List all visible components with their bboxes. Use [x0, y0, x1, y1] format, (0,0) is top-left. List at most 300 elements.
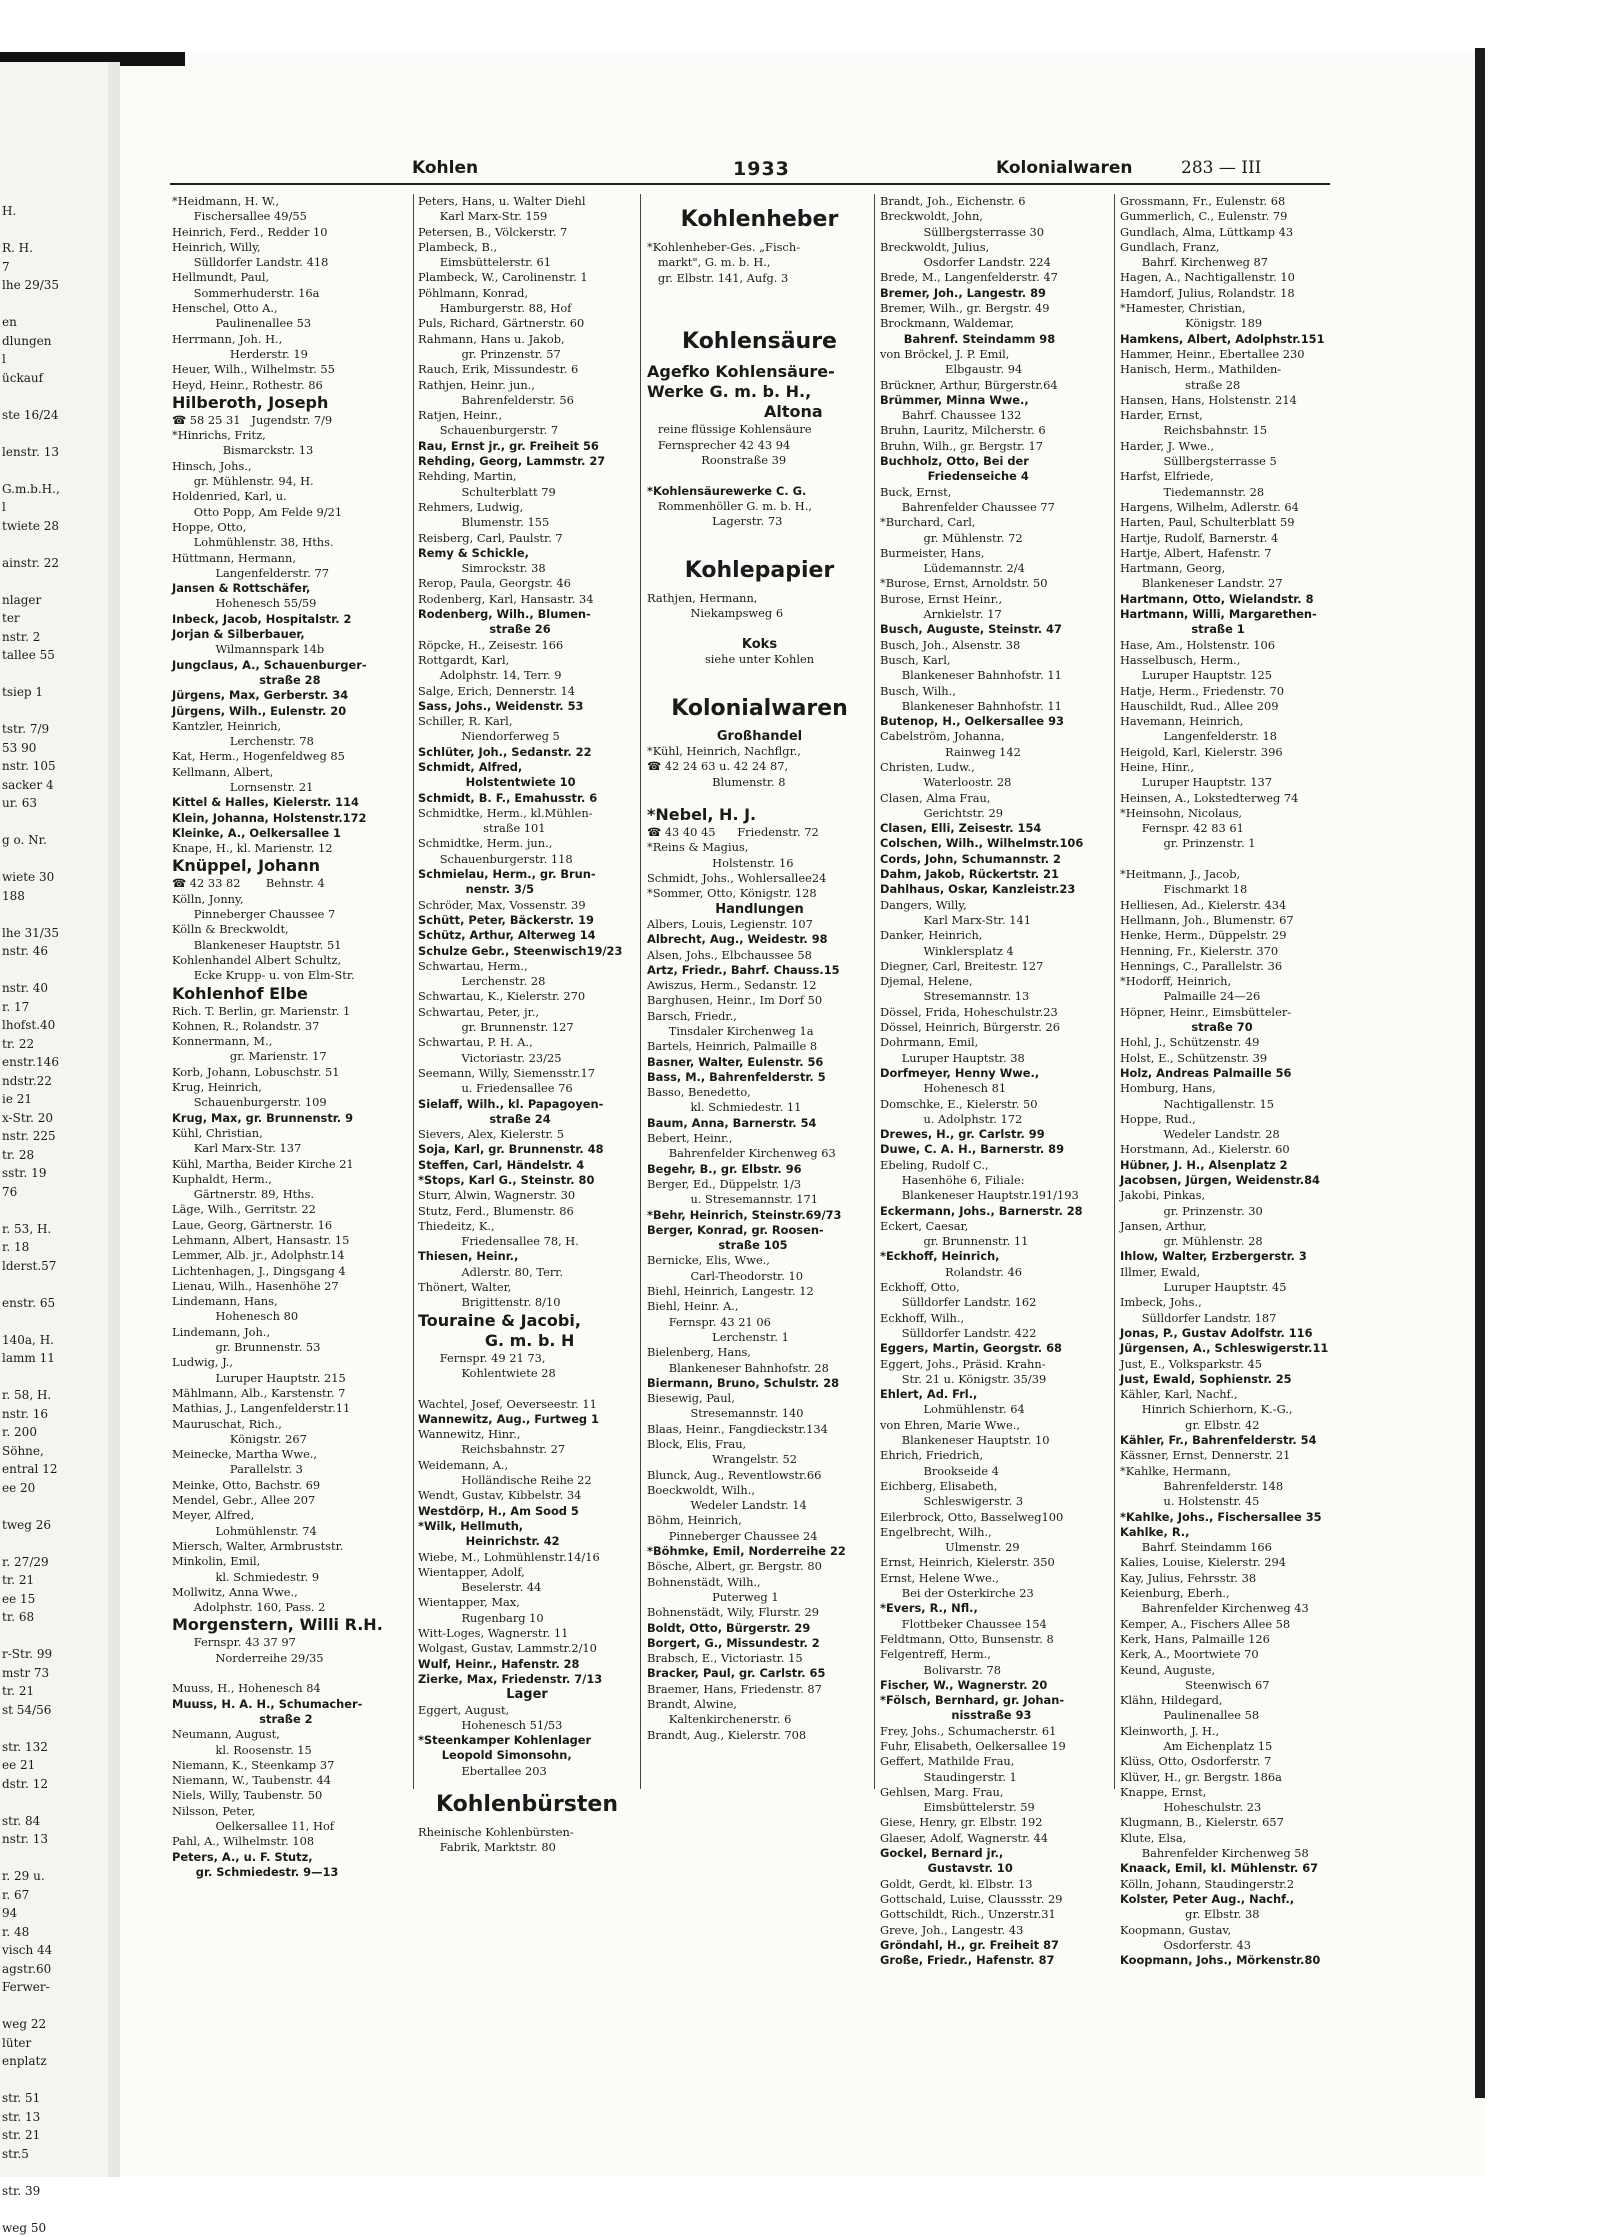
- directory-entry-line: Illmer, Ewald,: [1120, 1265, 1360, 1280]
- directory-entry-line: Hennings, C., Parallelstr. 36: [1120, 959, 1360, 974]
- directory-entry-line: Danker, Heinrich,: [880, 928, 1118, 943]
- directory-entry-line: Hanisch, Herm., Mathilden-: [1120, 362, 1360, 377]
- directory-entry-line: Harfst, Elfriede,: [1120, 469, 1360, 484]
- left-page-text: [2, 202, 60, 2237]
- directory-entry-line: Niemann, W., Taubenstr. 44: [172, 1773, 444, 1788]
- left-page-fragment: [2, 1312, 60, 1331]
- directory-entry-line: straße 24: [418, 1112, 636, 1127]
- directory-entry-line: Borgert, G., Missundestr. 2: [647, 1636, 872, 1651]
- directory-entry-line: Am Eichenplatz 15: [1120, 1739, 1360, 1754]
- directory-entry-line: Klüss, Otto, Osdorferstr. 7: [1120, 1754, 1360, 1769]
- directory-entry-line: Luruper Hauptstr. 215: [172, 1371, 444, 1386]
- directory-entry-line: Krug, Heinrich,: [172, 1080, 444, 1095]
- left-page-fragment: tstr. 7/9: [2, 720, 60, 739]
- directory-entry-line: Jorjan & Silberbauer,: [172, 627, 444, 642]
- directory-entry-line: *Eckhoff, Heinrich,: [880, 1249, 1118, 1264]
- directory-entry-line: Lindemann, Hans,: [172, 1294, 444, 1309]
- directory-entry-line: Remy & Schickle,: [418, 546, 636, 561]
- directory-entry-line: Lienau, Wilh., Hasenhöhe 27: [172, 1279, 444, 1294]
- directory-entry-line: Böhm, Heinrich,: [647, 1513, 872, 1528]
- directory-entry-line: Lemmer, Alb. jr., Adolphstr.14: [172, 1248, 444, 1263]
- directory-entry-line: Cabelström, Johanna,: [880, 729, 1118, 744]
- directory-entry-line: Dorfmeyer, Henny Wwe.,: [880, 1066, 1118, 1081]
- left-page-fragment: [2, 1793, 60, 1812]
- directory-entry-line: Schleswigerstr. 3: [880, 1494, 1118, 1509]
- directory-entry-line: Feldtmann, Otto, Bunsenstr. 8: [880, 1632, 1118, 1647]
- directory-entry-line: [647, 286, 872, 301]
- directory-entry-line: Hammer, Heinr., Ebertallee 230: [1120, 347, 1360, 362]
- directory-entry-line: Karl Marx-Str. 137: [172, 1141, 444, 1156]
- directory-entry-line: Blankeneser Hauptstr. 10: [880, 1433, 1118, 1448]
- directory-entry-line: Holz, Andreas Palmaille 56: [1120, 1066, 1360, 1081]
- directory-entry-line: Lindemann, Joh.,: [172, 1325, 444, 1340]
- directory-entry-line: Wannewitz, Aug., Furtweg 1: [418, 1412, 636, 1427]
- directory-entry-line: *Stops, Karl G., Steinstr. 80: [418, 1173, 636, 1188]
- directory-entry-line: gr. Prinzenstr. 30: [1120, 1204, 1360, 1219]
- directory-entry-line: Knüppel, Johann: [172, 856, 444, 876]
- left-page-fragment: [2, 2163, 60, 2182]
- directory-entry-line: Neumann, August,: [172, 1727, 444, 1742]
- directory-entry-line: Konnermann, M.,: [172, 1034, 444, 1049]
- directory-entry-line: [1120, 852, 1360, 867]
- directory-entry-line: Bahrenfelder Kirchenweg 63: [647, 1146, 872, 1161]
- directory-entry-line: Barghusen, Heinr., Im Dorf 50: [647, 993, 872, 1008]
- directory-entry-line: Hoppe, Rud.,: [1120, 1112, 1360, 1127]
- directory-entry-line: Friedensallee 78, H.: [418, 1234, 636, 1249]
- left-page-fragment: ter: [2, 609, 60, 628]
- directory-entry-line: *Nebel, H. J.: [647, 805, 872, 825]
- directory-entry-line: gr. Brunnenstr. 53: [172, 1340, 444, 1355]
- directory-entry-line: Eimsbüttelerstr. 61: [418, 255, 636, 270]
- directory-entry-line: Harder, J. Wwe.,: [1120, 439, 1360, 454]
- directory-entry-line: Diegner, Carl, Breitestr. 127: [880, 959, 1118, 974]
- directory-entry-line: gr. Prinzenstr. 57: [418, 347, 636, 362]
- directory-entry-line: Königstr. 189: [1120, 316, 1360, 331]
- directory-entry-line: Henke, Herm., Düppelstr. 29: [1120, 928, 1360, 943]
- left-page-fragment: [2, 905, 60, 924]
- directory-entry-line: Schütt, Peter, Bäckerstr. 19: [418, 913, 636, 928]
- directory-entry-line: Bielenberg, Hans,: [647, 1345, 872, 1360]
- left-page-fragment: nlager: [2, 591, 60, 610]
- directory-entry-line: Wannewitz, Hinr.,: [418, 1427, 636, 1442]
- directory-entry-line: Str. 21 u. Königstr. 35/39: [880, 1372, 1118, 1387]
- directory-entry-line: Schwartau, Peter, jr.,: [418, 1005, 636, 1020]
- directory-entry-line: Koopmann, Johs., Mörkenstr.80: [1120, 1953, 1360, 1968]
- directory-entry-line: Simrockstr. 38: [418, 561, 636, 576]
- left-page-fragment: [2, 295, 60, 314]
- directory-entry-line: Schlüter, Joh., Sedanstr. 22: [418, 745, 636, 760]
- directory-entry-line: *Burchard, Carl,: [880, 515, 1118, 530]
- directory-entry-line: Jürgens, Wilh., Eulenstr. 20: [172, 704, 444, 719]
- left-page-fragment: sstr. 19: [2, 1164, 60, 1183]
- left-page-fragment: ee 15: [2, 1590, 60, 1609]
- directory-entry-line: *Heidmann, H. W.,: [172, 194, 444, 209]
- directory-entry-line: Rich. T. Berlin, gr. Marienstr. 1: [172, 1004, 444, 1019]
- directory-entry-line: Bahrenfelder Kirchenweg 58: [1120, 1846, 1360, 1861]
- directory-entry-line: Adlerstr. 80, Terr.: [418, 1265, 636, 1280]
- directory-entry-line: Schiller, R. Karl,: [418, 714, 636, 729]
- directory-entry-line: Osdorferstr. 43: [1120, 1938, 1360, 1953]
- left-page-fragment: nstr. 225: [2, 1127, 60, 1146]
- left-page-fragment: lhofst.40: [2, 1016, 60, 1035]
- directory-entry-line: Gummerlich, C., Eulenstr. 79: [1120, 209, 1360, 224]
- left-page-fragment: [2, 1719, 60, 1738]
- directory-entry-line: Barsch, Friedr.,: [647, 1009, 872, 1024]
- directory-entry-line: Kerk, Hans, Palmaille 126: [1120, 1632, 1360, 1647]
- directory-entry-line: Niekampsweg 6: [647, 606, 872, 621]
- right-page-edge-shadow: [1475, 48, 1485, 2098]
- directory-entry-line: Steffen, Carl, Händelstr. 4: [418, 1158, 636, 1173]
- directory-entry-line: Puterweg 1: [647, 1590, 872, 1605]
- directory-entry-line: Butenop, H., Oelkersallee 93: [880, 714, 1118, 729]
- directory-entry-line: Langenfelderstr. 77: [172, 566, 444, 581]
- directory-entry-line: Schwartau, Herm.,: [418, 959, 636, 974]
- left-page-fragment: str. 13: [2, 2108, 60, 2127]
- directory-entry-line: Werke G. m. b. H.,: [647, 382, 872, 402]
- left-page-fragment: str. 132: [2, 1738, 60, 1757]
- directory-entry-line: Busch, Auguste, Steinstr. 47: [880, 622, 1118, 637]
- directory-entry-line: Mathias, J., Langenfelderstr.11: [172, 1401, 444, 1416]
- directory-entry-line: Flottbeker Chaussee 154: [880, 1617, 1118, 1632]
- directory-entry-line: Kähler, Karl, Nachf.,: [1120, 1387, 1360, 1402]
- left-page-fragment: [2, 572, 60, 591]
- directory-entry-line: kl. Schmiedestr. 9: [172, 1570, 444, 1585]
- directory-entry-line: Bohnenstädt, Wilh.,: [647, 1575, 872, 1590]
- directory-entry-line: Hartje, Rudolf, Barnerstr. 4: [1120, 531, 1360, 546]
- directory-entry-line: u. Adolphstr. 172: [880, 1112, 1118, 1127]
- directory-entry-line: reine flüssige Kohlensäure: [647, 422, 872, 437]
- directory-entry-line: Paulinenallee 53: [172, 316, 444, 331]
- left-page-fragment: [2, 961, 60, 980]
- directory-entry-line: Heyd, Heinr., Rothestr. 86: [172, 378, 444, 393]
- left-page-fragment: 7: [2, 258, 60, 277]
- directory-entry-line: Röpcke, H., Zeisestr. 166: [418, 638, 636, 653]
- directory-entry-line: gr. Brunnenstr. 127: [418, 1020, 636, 1035]
- directory-entry-line: Lerchenstr. 78: [172, 734, 444, 749]
- directory-entry-line: Lerchenstr. 28: [418, 974, 636, 989]
- directory-entry-line: Karl Marx-Str. 141: [880, 913, 1118, 928]
- left-page-fragment: [2, 387, 60, 406]
- left-page-fragment: [2, 2071, 60, 2090]
- directory-entry-line: Gärtnerstr. 89, Hths.: [172, 1187, 444, 1202]
- directory-entry-line: Holländische Reihe 22: [418, 1473, 636, 1488]
- directory-entry-line: Duwe, C. A. H., Barnerstr. 89: [880, 1142, 1118, 1157]
- directory-entry-line: Sommerhuderstr. 16a: [172, 286, 444, 301]
- directory-entry-line: Glaeser, Adolf, Wagnerstr. 44: [880, 1831, 1118, 1846]
- directory-entry-line: Hoppe, Otto,: [172, 520, 444, 535]
- directory-entry-line: Fischer, W., Wagnerstr. 20: [880, 1678, 1118, 1693]
- directory-entry-line: Brabsch, E., Victoriastr. 15: [647, 1651, 872, 1666]
- directory-entry-line: Helliesen, Ad., Kielerstr. 434: [1120, 898, 1360, 913]
- directory-entry-line: Kerk, A., Moortwiete 70: [1120, 1647, 1360, 1662]
- directory-entry-line: Rathjen, Hermann,: [647, 591, 872, 606]
- left-page-fragment: dstr. 12: [2, 1775, 60, 1794]
- directory-entry-line: Pöhlmann, Konrad,: [418, 286, 636, 301]
- directory-entry-line: Königstr. 267: [172, 1432, 444, 1447]
- directory-entry-line: gr. Marienstr. 17: [172, 1049, 444, 1064]
- directory-entry-line: Eckhoff, Wilh.,: [880, 1311, 1118, 1326]
- directory-entry-line: *Steenkamper Kohlenlager: [418, 1733, 636, 1748]
- directory-entry-line: *Fölsch, Bernhard, gr. Johan-: [880, 1693, 1118, 1708]
- left-page-fragment: ückauf: [2, 369, 60, 388]
- left-page-fragment: r. 27/29: [2, 1553, 60, 1572]
- section-heading: Kohlepapier: [647, 557, 872, 585]
- directory-entry-line: Luruper Hauptstr. 38: [880, 1051, 1118, 1066]
- left-page-fragment: [2, 1201, 60, 1220]
- directory-entry-line: *Heitmann, J., Jacob,: [1120, 867, 1360, 882]
- directory-entry-line: [647, 530, 872, 545]
- left-page-fragment: ndstr.22: [2, 1072, 60, 1091]
- left-page-fragment: nstr. 16: [2, 1405, 60, 1424]
- directory-entry-line: Knappe, Ernst,: [1120, 1785, 1360, 1800]
- left-page-fragment: weg 22: [2, 2015, 60, 2034]
- left-page-fragment: r. 200: [2, 1423, 60, 1442]
- directory-entry-line: Sielaff, Wilh., kl. Papagoyen-: [418, 1097, 636, 1112]
- directory-entry-line: gr. Elbstr. 38: [1120, 1907, 1360, 1922]
- section-heading: Kohlenbürsten: [418, 1791, 636, 1819]
- left-page-fragment: ee 21: [2, 1756, 60, 1775]
- left-page-fragment: lderst.57: [2, 1257, 60, 1276]
- directory-entry-line: Horstmann, Ad., Kielerstr. 60: [1120, 1142, 1360, 1157]
- directory-entry-line: Bismarckstr. 13: [172, 443, 444, 458]
- left-page-fragment: enplatz: [2, 2052, 60, 2071]
- directory-entry-line: Kohlenhof Elbe: [172, 984, 444, 1004]
- directory-entry-line: Klute, Elsa,: [1120, 1831, 1360, 1846]
- directory-entry-line: Harder, Ernst,: [1120, 408, 1360, 423]
- directory-entry-line: Brigittenstr. 8/10: [418, 1295, 636, 1310]
- directory-entry-line: Läge, Wilh., Gerritstr. 22: [172, 1202, 444, 1217]
- directory-entry-line: Ecke Krupp- u. von Elm-Str.: [172, 968, 444, 983]
- directory-entry-line: Gottschildt, Rich., Unzerstr.31: [880, 1907, 1118, 1922]
- directory-entry-line: Gehlsen, Marg. Frau,: [880, 1785, 1118, 1800]
- directory-entry-line: Kohlentwiete 28: [418, 1366, 636, 1381]
- directory-entry-line: Hilberoth, Joseph: [172, 393, 444, 413]
- directory-entry-line: Plambeck, W., Carolinenstr. 1: [418, 270, 636, 285]
- directory-entry-line: Heigold, Karl, Kielerstr. 396: [1120, 745, 1360, 760]
- left-page-fragment: agstr.60: [2, 1960, 60, 1979]
- directory-entry-line: Eilerbrock, Otto, Basselweg100: [880, 1510, 1118, 1525]
- directory-entry-line: Lüdemannstr. 2/4: [880, 561, 1118, 576]
- directory-entry-line: Touraine & Jacobi,: [418, 1311, 636, 1331]
- directory-entry-line: Puls, Richard, Gärtnerstr. 60: [418, 316, 636, 331]
- directory-entry-line: Jansen & Rottschäfer,: [172, 581, 444, 596]
- left-page-fragment: [2, 1627, 60, 1646]
- directory-entry-line: Schütz, Arthur, Alterweg 14: [418, 928, 636, 943]
- directory-entry-line: Heuer, Wilh., Wilhelmstr. 55: [172, 362, 444, 377]
- directory-entry-line: Hartmann, Georg,: [1120, 561, 1360, 576]
- directory-entry-line: *Heinsohn, Nicolaus,: [1120, 806, 1360, 821]
- directory-entry-line: Schmidt, Alfred,: [418, 760, 636, 775]
- directory-entry-line: Ebeling, Rudolf C.,: [880, 1158, 1118, 1173]
- directory-entry-line: Paulinenallee 58: [1120, 1708, 1360, 1723]
- directory-entry-line: Gundlach, Franz,: [1120, 240, 1360, 255]
- directory-entry-line: Lerchenstr. 1: [647, 1330, 872, 1345]
- directory-entry-line: Steenwisch 67: [1120, 1678, 1360, 1693]
- directory-entry-line: gr. Elbstr. 42: [1120, 1418, 1360, 1433]
- directory-entry-line: Laue, Georg, Gärtnerstr. 16: [172, 1218, 444, 1233]
- directory-entry-line: Lehmann, Albert, Hansastr. 15: [172, 1233, 444, 1248]
- directory-entry-line: Hohl, J., Schützenstr. 49: [1120, 1035, 1360, 1050]
- directory-entry-line: Jansen, Arthur,: [1120, 1219, 1360, 1234]
- directory-entry-line: Wedeler Landstr. 14: [647, 1498, 872, 1513]
- left-page-fragment: visch 44: [2, 1941, 60, 1960]
- directory-entry-line: Ebertallee 203: [418, 1764, 636, 1779]
- directory-entry-line: Kühl, Christian,: [172, 1126, 444, 1141]
- directory-entry-line: Greve, Joh., Langestr. 43: [880, 1923, 1118, 1938]
- directory-entry-line: Herrmann, Joh. H.,: [172, 332, 444, 347]
- left-page-fragment: nstr. 40: [2, 979, 60, 998]
- directory-entry-line: Dohrmann, Emil,: [880, 1035, 1118, 1050]
- directory-entry-line: Hagen, A., Nachtigallenstr. 10: [1120, 270, 1360, 285]
- directory-entry-line: Blaas, Heinr., Fangdieckstr.134: [647, 1422, 872, 1437]
- left-page-fragment: tr. 68: [2, 1608, 60, 1627]
- left-page-fragment: [2, 535, 60, 554]
- directory-entry-line: Kohlenhandel Albert Schultz,: [172, 953, 444, 968]
- directory-entry-line: Inbeck, Jacob, Hospitalstr. 2: [172, 612, 444, 627]
- directory-entry-line: Sturr, Alwin, Wagnerstr. 30: [418, 1188, 636, 1203]
- directory-entry-line: Kat, Herm., Hogenfeldweg 85: [172, 749, 444, 764]
- directory-column-1: [172, 194, 444, 1880]
- directory-entry-line: Rau, Ernst jr., gr. Freiheit 56: [418, 439, 636, 454]
- directory-entry-line: Plambeck, B.,: [418, 240, 636, 255]
- left-page-fragment: lüter: [2, 2034, 60, 2053]
- left-page-fragment: H.: [2, 202, 60, 221]
- directory-entry-line: Hauschildt, Rud., Allee 209: [1120, 699, 1360, 714]
- directory-entry-line: Hartje, Albert, Hafenstr. 7: [1120, 546, 1360, 561]
- directory-entry-line: Bösche, Albert, gr. Bergstr. 80: [647, 1559, 872, 1574]
- directory-entry-line: nisstraße 93: [880, 1708, 1118, 1723]
- left-page-fragment: 94: [2, 1904, 60, 1923]
- directory-entry-line: [172, 1666, 444, 1681]
- directory-entry-line: [647, 301, 872, 316]
- directory-column-4: [880, 194, 1118, 1968]
- left-page-fragment: 76: [2, 1183, 60, 1202]
- directory-entry-line: Klüver, H., gr. Bergstr. 186a: [1120, 1770, 1360, 1785]
- left-page-fragment: Söhne,: [2, 1442, 60, 1461]
- directory-entry-line: Hellmundt, Paul,: [172, 270, 444, 285]
- directory-entry-line: Peters, Hans, u. Walter Diehl: [418, 194, 636, 209]
- directory-entry-line: Palmaille 24—26: [1120, 989, 1360, 1004]
- subsection-heading: Handlungen: [647, 902, 872, 917]
- directory-entry-line: Biesewig, Paul,: [647, 1391, 872, 1406]
- directory-entry-line: Blankeneser Hauptstr. 51: [172, 938, 444, 953]
- directory-entry-line: Kemper, A., Fischers Allee 58: [1120, 1617, 1360, 1632]
- directory-entry-line: Knaack, Emil, kl. Mühlenstr. 67: [1120, 1861, 1360, 1876]
- directory-entry-line: Hamkens, Albert, Adolphstr.151: [1120, 332, 1360, 347]
- directory-entry-line: Klein, Johanna, Holstenstr.172: [172, 811, 444, 826]
- directory-entry-line: Albrecht, Aug., Weidestr. 98: [647, 932, 872, 947]
- left-page-fragment: l: [2, 498, 60, 517]
- directory-entry-line: Hellmann, Joh., Blumenstr. 67: [1120, 913, 1360, 928]
- directory-entry-line: Korb, Johann, Lobuschstr. 51: [172, 1065, 444, 1080]
- directory-entry-line: Kühl, Martha, Beider Kirche 21: [172, 1157, 444, 1172]
- directory-entry-line: Ratjen, Heinr.,: [418, 408, 636, 423]
- directory-entry-line: Busch, Karl,: [880, 653, 1118, 668]
- left-page-fragment: [2, 1534, 60, 1553]
- directory-entry-line: u. Holstenstr. 45: [1120, 1494, 1360, 1509]
- directory-entry-line: Kalies, Louise, Kielerstr. 294: [1120, 1555, 1360, 1570]
- directory-entry-line: Carl-Theodorstr. 10: [647, 1269, 872, 1284]
- directory-entry-line: Adolphstr. 160, Pass. 2: [172, 1600, 444, 1615]
- directory-entry-line: Clasen, Alma Frau,: [880, 791, 1118, 806]
- directory-entry-line: Grossmann, Fr., Eulenstr. 68: [1120, 194, 1360, 209]
- left-page-fragment: [2, 665, 60, 684]
- directory-entry-line: Rerop, Paula, Georgstr. 46: [418, 576, 636, 591]
- column-divider: [640, 194, 641, 1789]
- directory-entry-line: Basso, Benedetto,: [647, 1085, 872, 1100]
- directory-entry-line: Kässner, Ernst, Dennerstr. 21: [1120, 1448, 1360, 1463]
- directory-entry-line: Biermann, Bruno, Schulstr. 28: [647, 1376, 872, 1391]
- directory-entry-line: Jakobi, Pinkas,: [1120, 1188, 1360, 1203]
- directory-entry-line: Süllbergsterrasse 5: [1120, 454, 1360, 469]
- directory-entry-line: Buck, Ernst,: [880, 485, 1118, 500]
- directory-entry-line: Hoheschulstr. 23: [1120, 1800, 1360, 1815]
- directory-entry-line: Otto Popp, Am Felde 9/21: [172, 505, 444, 520]
- directory-entry-line: Herderstr. 19: [172, 347, 444, 362]
- directory-entry-line: Fuhr, Elisabeth, Oelkersallee 19: [880, 1739, 1118, 1754]
- left-page-fragment: r. 48: [2, 1923, 60, 1942]
- left-page-fragment: ur. 63: [2, 794, 60, 813]
- directory-entry-line: Elbgaustr. 94: [880, 362, 1118, 377]
- directory-entry-line: Berger, Konrad, gr. Roosen-: [647, 1223, 872, 1238]
- directory-entry-line: Just, Ewald, Sophienstr. 25: [1120, 1372, 1360, 1387]
- directory-entry-line: Hinsch, Johs.,: [172, 459, 444, 474]
- directory-entry-line: Blumenstr. 155: [418, 515, 636, 530]
- directory-entry-line: Schmidt, B. F., Emahusstr. 6: [418, 791, 636, 806]
- directory-entry-line: Kantzler, Heinrich,: [172, 719, 444, 734]
- directory-entry-line: Brookseide 4: [880, 1464, 1118, 1479]
- directory-entry-line: Basner, Walter, Eulenstr. 56: [647, 1055, 872, 1070]
- directory-entry-line: Bahrf. Chaussee 132: [880, 408, 1118, 423]
- subsection-heading: Koks: [647, 637, 872, 652]
- left-page-fragment: str. 51: [2, 2089, 60, 2108]
- left-page-fragment: twiete 28: [2, 517, 60, 536]
- directory-entry-line: Dössel, Frida, Hoheschulstr.23: [880, 1005, 1118, 1020]
- directory-entry-line: Schwartau, K., Kielerstr. 270: [418, 989, 636, 1004]
- directory-entry-line: Busch, Joh., Alsenstr. 38: [880, 638, 1118, 653]
- left-page-fragment: r. 17: [2, 998, 60, 1017]
- directory-entry-line: Heinrich, Ferd., Redder 10: [172, 225, 444, 240]
- directory-entry-line: Engelbrecht, Wilh.,: [880, 1525, 1118, 1540]
- directory-entry-line: Bahrenfelder Chaussee 77: [880, 500, 1118, 515]
- directory-entry-line: Miersch, Walter, Armbruststr.: [172, 1539, 444, 1554]
- directory-entry-line: Eckermann, Johs., Barnerstr. 28: [880, 1204, 1118, 1219]
- directory-entry-line: Begehr, B., gr. Elbstr. 96: [647, 1162, 872, 1177]
- directory-entry-line: Seemann, Willy, Siemensstr.17: [418, 1066, 636, 1081]
- directory-entry-line: ☎ 58 25 31 Jugendstr. 7/9: [172, 413, 444, 428]
- directory-entry-line: Rahmann, Hans u. Jakob,: [418, 332, 636, 347]
- directory-entry-line: Bracker, Paul, gr. Carlstr. 65: [647, 1666, 872, 1681]
- directory-entry-line: Hamdorf, Julius, Rolandstr. 18: [1120, 286, 1360, 301]
- left-page-fragment: x-Str. 20: [2, 1109, 60, 1128]
- directory-entry-line: Osdorfer Landstr. 224: [880, 255, 1118, 270]
- directory-entry-line: Eckhoff, Otto,: [880, 1280, 1118, 1295]
- scan-top-margin: [0, 0, 1600, 52]
- directory-entry-line: Stresemannstr. 140: [647, 1406, 872, 1421]
- directory-entry-line: Jonas, P., Gustav Adolfstr. 116: [1120, 1326, 1360, 1341]
- directory-entry-line: straße 101: [418, 821, 636, 836]
- directory-entry-line: Kolster, Peter Aug., Nachf.,: [1120, 1892, 1360, 1907]
- directory-entry-line: von Bröckel, J. P. Emil,: [880, 347, 1118, 362]
- directory-entry-line: Fischmarkt 18: [1120, 882, 1360, 897]
- directory-entry-line: Felgentreff, Herm.,: [880, 1647, 1118, 1662]
- directory-entry-line: Hasenhöhe 6, Filiale:: [880, 1173, 1118, 1188]
- left-page-fragment: Ferwer-: [2, 1978, 60, 1997]
- directory-entry-line: Rodenberg, Karl, Hansastr. 34: [418, 592, 636, 607]
- directory-entry-line: Arnkielstr. 17: [880, 607, 1118, 622]
- directory-entry-line: Cords, John, Schumannstr. 2: [880, 852, 1118, 867]
- directory-entry-line: Bolivarstr. 78: [880, 1663, 1118, 1678]
